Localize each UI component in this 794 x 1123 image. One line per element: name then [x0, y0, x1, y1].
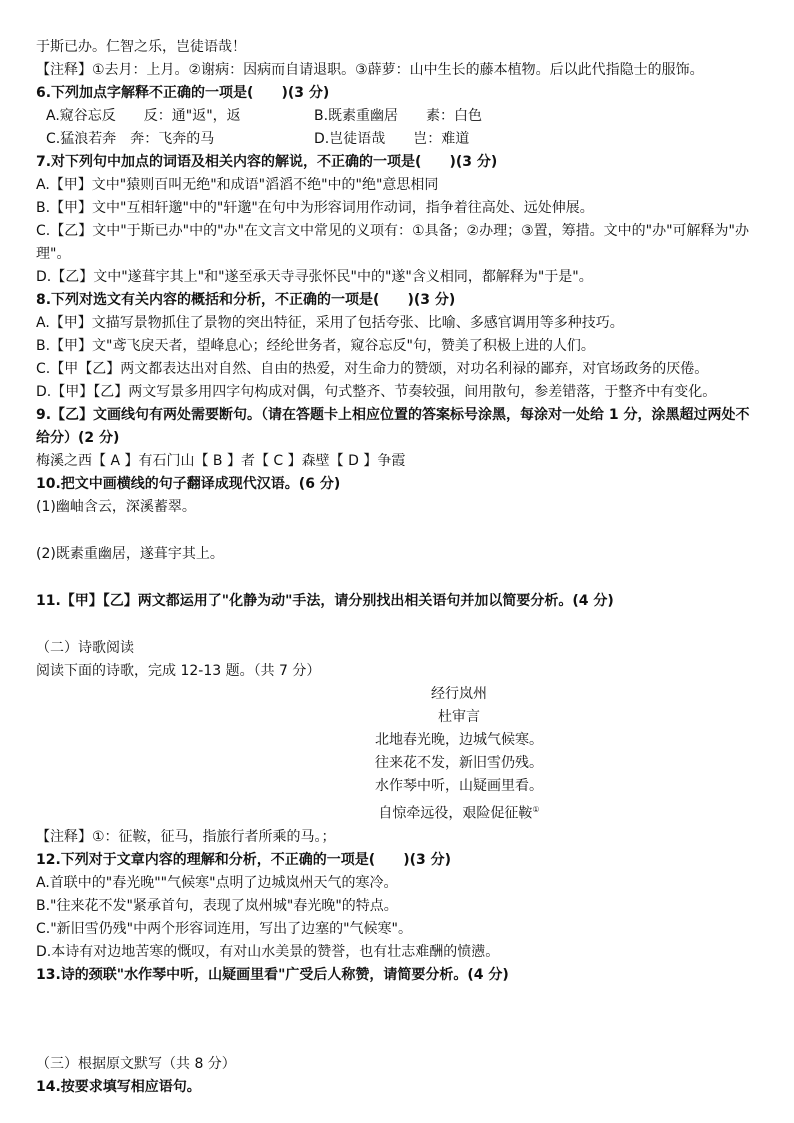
question-7-stem: 7.对下列句中加点的词语及相关内容的解说，不正确的一项是( )(3 分) — [36, 154, 498, 170]
poem-note: 【注释】①：征鞍，征马，指旅行者所乘的马。； — [36, 828, 336, 845]
question-6-options-row1 — [36, 105, 762, 128]
section-3-title: （三）根据原文默写（共 8 分） — [36, 1055, 236, 1072]
option-d: D.【乙】文中"遂葺宇其上"和"遂至承天寺寻张怀民"中的"遂"含义相同，都解释为"于是"。 — [36, 269, 593, 285]
answer-space — [36, 987, 762, 1053]
option-b: B."往来花不发"紧承首句，表现了岚州城"春光晚"的特点。 — [36, 897, 398, 914]
poem-line: 往来花不发，新旧雪仍残。 — [375, 755, 543, 771]
option-d: D.本诗有对边地苦寒的慨叹，有对山水美景的赞誉，也有壮志难酬的愤懑。 — [36, 943, 500, 960]
translate-sentence-2: (2)既素重幽居，遂葺宇其上。 — [36, 546, 224, 562]
question-8-stem: 8.下列对选文有关内容的概括和分析，不正确的一项是( )(3 分) — [36, 292, 456, 308]
option-a: A.首联中的"春光晚""气候寒"点明了边城岚州天气的寒冷。 — [36, 874, 398, 891]
section-2-title: （二）诗歌阅读 — [36, 640, 134, 656]
poem-line-text: 自惊牵远役，艰险促征鞍 — [378, 805, 533, 822]
poem-line: 水作琴中听，山疑画里看。 — [375, 778, 543, 794]
question-12-stem: 12.下列对于文章内容的理解和分析，不正确的一项是( )(3 分) — [36, 851, 452, 868]
question-6-options-row2 — [36, 128, 762, 151]
sentence-break-options: 梅溪之西【 A 】有石门山【 B 】者【 C 】森壁【 D 】争霞 — [36, 453, 406, 469]
poem-line: 北地春光晚，边城气候寒。 — [375, 732, 543, 748]
question-11-stem: 11.【甲】【乙】两文都运用了"化静为动"手法，请分别找出相关语句并加以简要分析。(4 分) — [36, 593, 614, 609]
option-a: A.【甲】文中"猿则百叫无绝"和成语"滔滔不绝"中的"绝"意思相同 — [36, 177, 439, 193]
option-d: D.岂徒语哉 岂：难道 — [314, 131, 470, 147]
question-10-stem: 10.把文中画横线的句子翻译成现代汉语。(6 分) — [36, 476, 341, 492]
option-c: C.【甲【乙】两文都表达出对自然、自由的热爱，对生命力的赞颂，对功名利禄的鄙弃，对官场政务的厌倦。 — [36, 361, 709, 377]
poem-author: 杜审言 — [438, 709, 480, 725]
option-d: D.【甲】【乙】两文写景多用四字句构成对偶，句式整齐、节奏较强，间用散句，参差错落，于整齐中有变化。 — [36, 384, 717, 400]
poem-line — [156, 798, 762, 826]
exam-page — [36, 36, 762, 1099]
poem-title: 经行岚州 — [431, 686, 487, 702]
translate-sentence-1: (1)幽岫含云，深溪蓄翠。 — [36, 499, 196, 515]
option-c: C.【乙】文中"于斯已办"中的"办"在文言文中常见的义项有：①具备；②办理；③置，筹措。文中的"办"可解释为"办理"。 — [36, 223, 749, 262]
question-13-stem: 13.诗的颈联"水作琴中听，山疑画里看"广受后人称赞，请简要分析。(4 分) — [36, 966, 509, 983]
option-a: A.窥谷忘反 反：通"返"，返 — [46, 108, 241, 124]
question-9-stem: 9.【乙】文画线句有两处需要断句。（请在答题卡上相应位置的答案标号涂黑，每涂对一处给 1 分，涂黑超过两处不给分）(2 分) — [36, 407, 750, 446]
answer-space — [36, 566, 762, 590]
answer-space — [36, 519, 762, 543]
option-b: B.【甲】文"鸢飞戾天者，望峰息心；经纶世务者，窥谷忘反"句，赞美了积极上进的人们。 — [36, 338, 595, 354]
option-a: A.【甲】文描写景物抓住了景物的突出特征，采用了包括夸张、比喻、多感官调用等多种技巧。 — [36, 315, 624, 331]
section-2-intro: 阅读下面的诗歌，完成 12-13 题。（共 7 分） — [36, 663, 321, 679]
option-b: B.既素重幽居 素：白色 — [314, 108, 483, 124]
option-c: C."新旧雪仍残"中两个形容词连用，写出了边塞的"气候寒"。 — [36, 920, 412, 937]
footnote-marker: ① — [532, 805, 540, 814]
text-line: 于斯已办。仁智之乐，岂徒语哉！ — [36, 39, 246, 55]
answer-space — [36, 613, 762, 637]
option-c: C.猛浪若奔 奔：飞奔的马 — [46, 131, 215, 147]
annotation-note: 【注释】①去月：上月。②谢病：因病而自请退职。③薜萝：山中生长的藤本植物。后以此代指隐士的服饰。 — [36, 62, 704, 78]
question-6-stem: 6.下列加点字解释不正确的一项是( )(3 分) — [36, 85, 330, 101]
poem — [36, 683, 762, 826]
option-b: B.【甲】文中"互相轩邈"中的"轩邈"在句中为形容词用作动词，指争着往高处、远处伸展。 — [36, 200, 594, 216]
question-14-stem: 14.按要求填写相应语句。 — [36, 1078, 201, 1095]
